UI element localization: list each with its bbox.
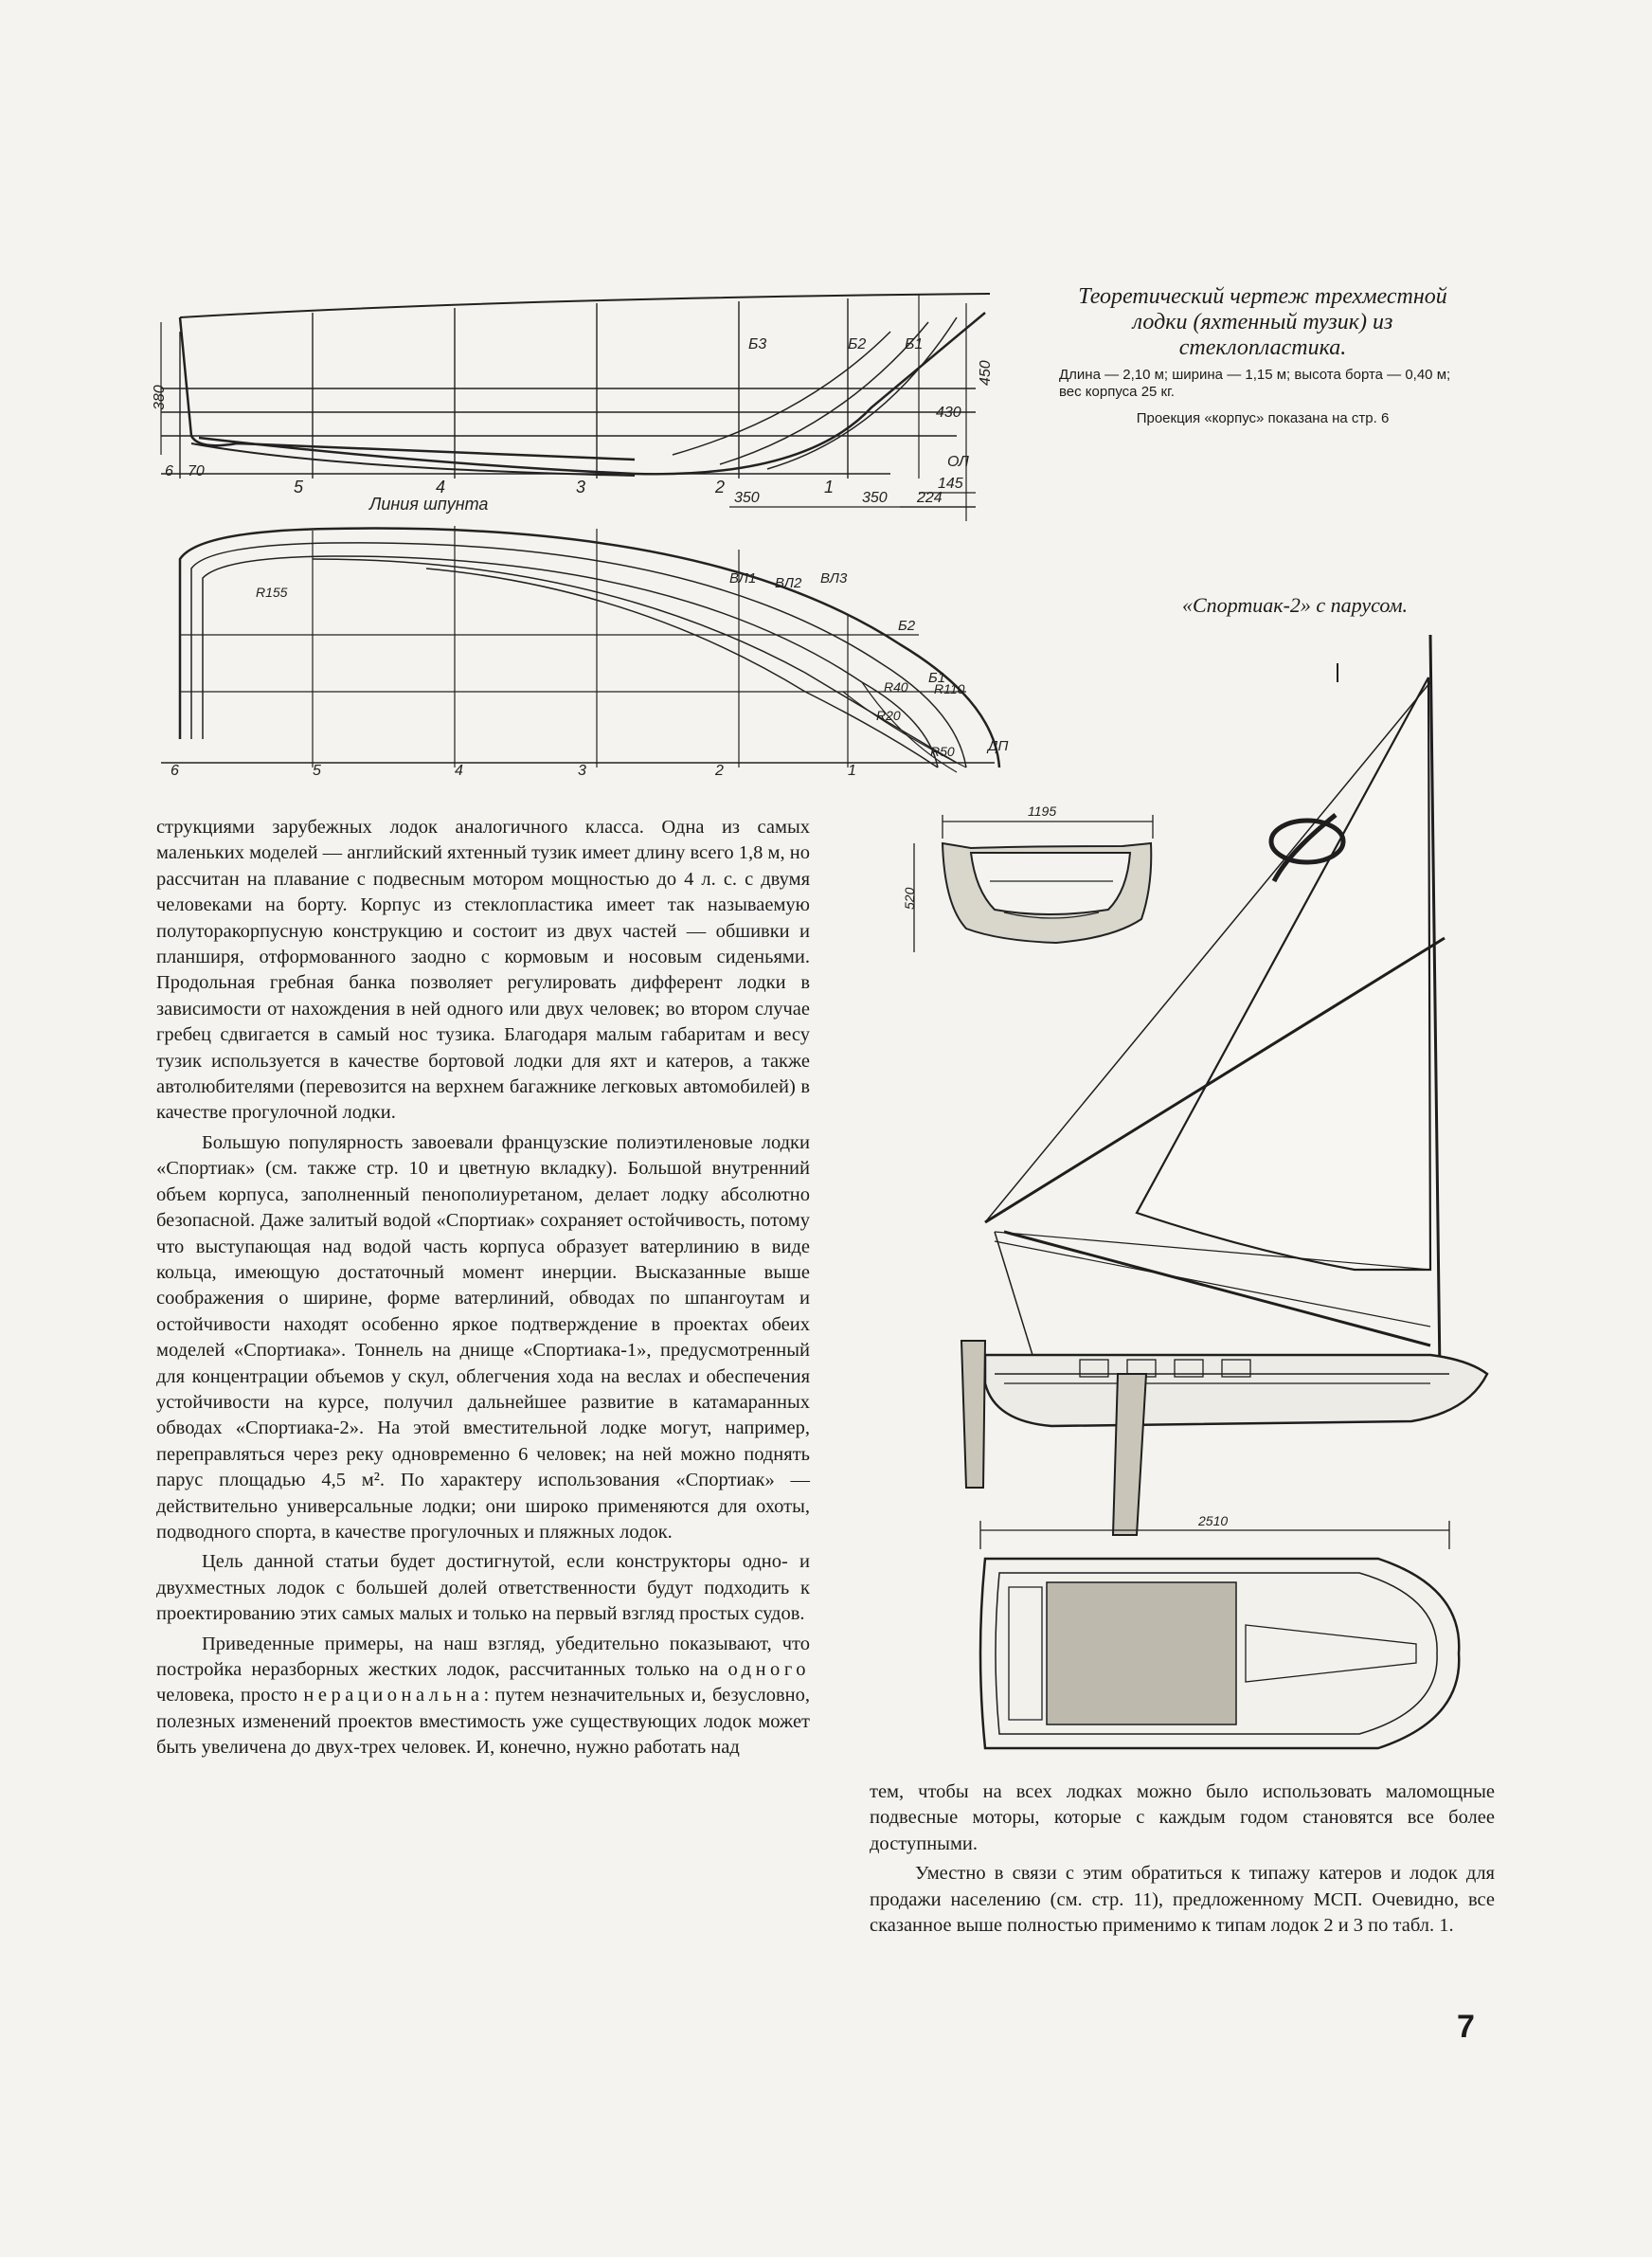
paragraph: Уместно в связи с этим обратиться к типажу катеров и лодок для продажи населению (см. стр. 11), предложенному МСП. Очевидно, все сказанное выше полностью применимо к типам лодок 2 и 3 по табл. 1.	[870, 1863, 1495, 1937]
plan-length-dim: 2510	[1198, 1513, 1229, 1528]
station-label: 2	[715, 478, 726, 497]
page-number: 7	[1457, 2009, 1475, 2045]
dim-224: 224	[917, 490, 943, 506]
radius-label: R50	[930, 744, 955, 759]
plan-drawing	[971, 1511, 1463, 1767]
paragraph: Приведенные примеры, на наш взгляд, убедительно показывают, что постройка неразборных жестких лодок, рассчитанных только на одного человека, просто нерациональна: путем незначительных и, безусловно, полезных изменений проектов вместимость уже существующих лодок может быть увеличена до двух-трех человек. И, конечно, нужно работать над	[156, 1633, 810, 1759]
dim-350: 350	[862, 490, 888, 506]
caption-note: Проекция «корпус» показана на стр. 6	[1136, 410, 1390, 426]
lines-drawing	[142, 275, 1023, 777]
radius-label: R155	[256, 585, 288, 600]
buttock-label: Б2	[848, 336, 867, 352]
plan-view	[161, 526, 999, 772]
drawing-caption	[1059, 284, 1466, 427]
buttock-label: Б1	[905, 336, 924, 352]
radius-label: R110	[934, 681, 965, 696]
plan-station-label: 2	[715, 763, 724, 777]
caption-specs: Длина — 2,10 м; ширина — 1,15 м; высота борта — 0,40 м; вес корпуса 25 кг.	[1059, 367, 1451, 400]
dim-145: 145	[938, 476, 963, 492]
section-height-dim: 520	[902, 887, 917, 910]
buttock-label: Б1	[928, 670, 946, 686]
station-label: 5	[294, 478, 304, 497]
radius-label: R40	[884, 679, 908, 695]
waterline-label: ВЛ3	[820, 570, 848, 587]
dim-450: 450	[978, 360, 994, 386]
centerline-label: ДП	[988, 738, 1009, 754]
dim-380: 380	[152, 385, 168, 410]
dim-350: 350	[734, 490, 760, 506]
waterline-label: ВЛ1	[729, 570, 757, 587]
sailboat-illustration	[900, 625, 1497, 1582]
sail-caption: «Спортиак-2» с парусом.	[1182, 593, 1409, 617]
paragraph: тем, чтобы на всех лодках можно было использовать маломощные подвесные моторы, которые с каждым годом становятся все более доступными.	[870, 1781, 1495, 1854]
right-column	[870, 1779, 1495, 1942]
waterline-label: ВЛ2	[775, 575, 802, 591]
caption-title: Теоретический чертеж трехместной лодки (яхтенный тузик) из стеклопластика.	[1078, 284, 1447, 360]
dim-6: 6	[165, 463, 173, 479]
plan-station-label: 1	[848, 763, 856, 777]
plan-station-label: 6	[171, 763, 179, 777]
dim-430: 430	[936, 405, 961, 421]
radius-label: R20	[876, 708, 901, 723]
paragraph: Цель данной статьи будет достигнутой, если конструкторы одно- и двухместных лодок с большей долей ответственности будут подходить к проектированию этих самых малых и только на первый взгляд простых судов.	[156, 1551, 810, 1625]
waterline-label: ОЛ	[947, 454, 969, 470]
left-column	[156, 815, 810, 1765]
station-label: 3	[576, 478, 586, 497]
plan-station-label: 4	[455, 763, 463, 777]
dim-70: 70	[188, 463, 205, 479]
plan-station-label: 3	[578, 763, 586, 777]
paragraph: струкциями зарубежных лодок аналогичного класса. Одна из самых маленьких моделей — английский яхтенный тузик имеет длину всего 1,8 м, но рассчитан на плавание с подвесным мотором мощностью до 4 л. с. с двумя человеками на борту. Корпус из стеклопластика имеет так называемую полуторакорпусную конструкцию и состоит из двух частей — обшивки и планширя, отформованного заодно с кормовым и носовым сиденьями. Продольная гребная банка позволяет регулировать дифферент лодки в зависимости от нахождения в ней одного или двух человек; во втором случае гребец сдвигается в самый нос тузика. Благодаря малым габаритам и весу тузик используется в качестве бортовой лодки для яхт и катеров, а также автолюбителями (перевозится на верхнем багажнике легковых автомобилей) в качестве прогулочной лодки.	[156, 817, 810, 1124]
plan-station-label: 5	[313, 763, 321, 777]
buttock-label: Б3	[748, 336, 767, 352]
paragraph: Большую популярность завоевали французские полиэтиленовые лодки «Спортиак» (см. также стр. 10 и цветную вкладку). Большой внутренний объем корпуса, заполненный пенополиуретаном, делает лодку абсолютно безопасной. Даже залитый водой «Спортиак» сохраняет остойчивость, потому что выступающая над водой часть корпуса образует ватерлинию в виде кольца, имеющую достаточный момент инерции. Высказанные выше соображения о ширине, форме ватерлиний, обводах по шпангоутам и остойчивости находят особенно яркое подтверждение в проектах обеих моделей «Спортиака». Тоннель на днище «Спортиака-1», предусмотренный для концентрации объемов у скул, облегчения хода на веслах и обеспечения устойчивости на курсе, получил дальнейшее развитие в катамаранных обводах «Спортиака-2». На этой вместительной лодке могут, например, переправляться через реку одновременно 6 человек; на ней можно поднять парус площадью 4,5 м². По характеру использования «Спортиак» — действительно универсальные лодки; они широко применяются для охоты, подводного спорта, в качестве прогулочных и пляжных лодок.	[156, 1131, 810, 1543]
keel-line-label: Линия шпунта	[369, 495, 489, 514]
section-width-dim: 1195	[1028, 803, 1057, 819]
station-label: 1	[824, 478, 835, 497]
buttock-label: Б2	[898, 618, 916, 634]
station-label: 4	[436, 478, 446, 497]
